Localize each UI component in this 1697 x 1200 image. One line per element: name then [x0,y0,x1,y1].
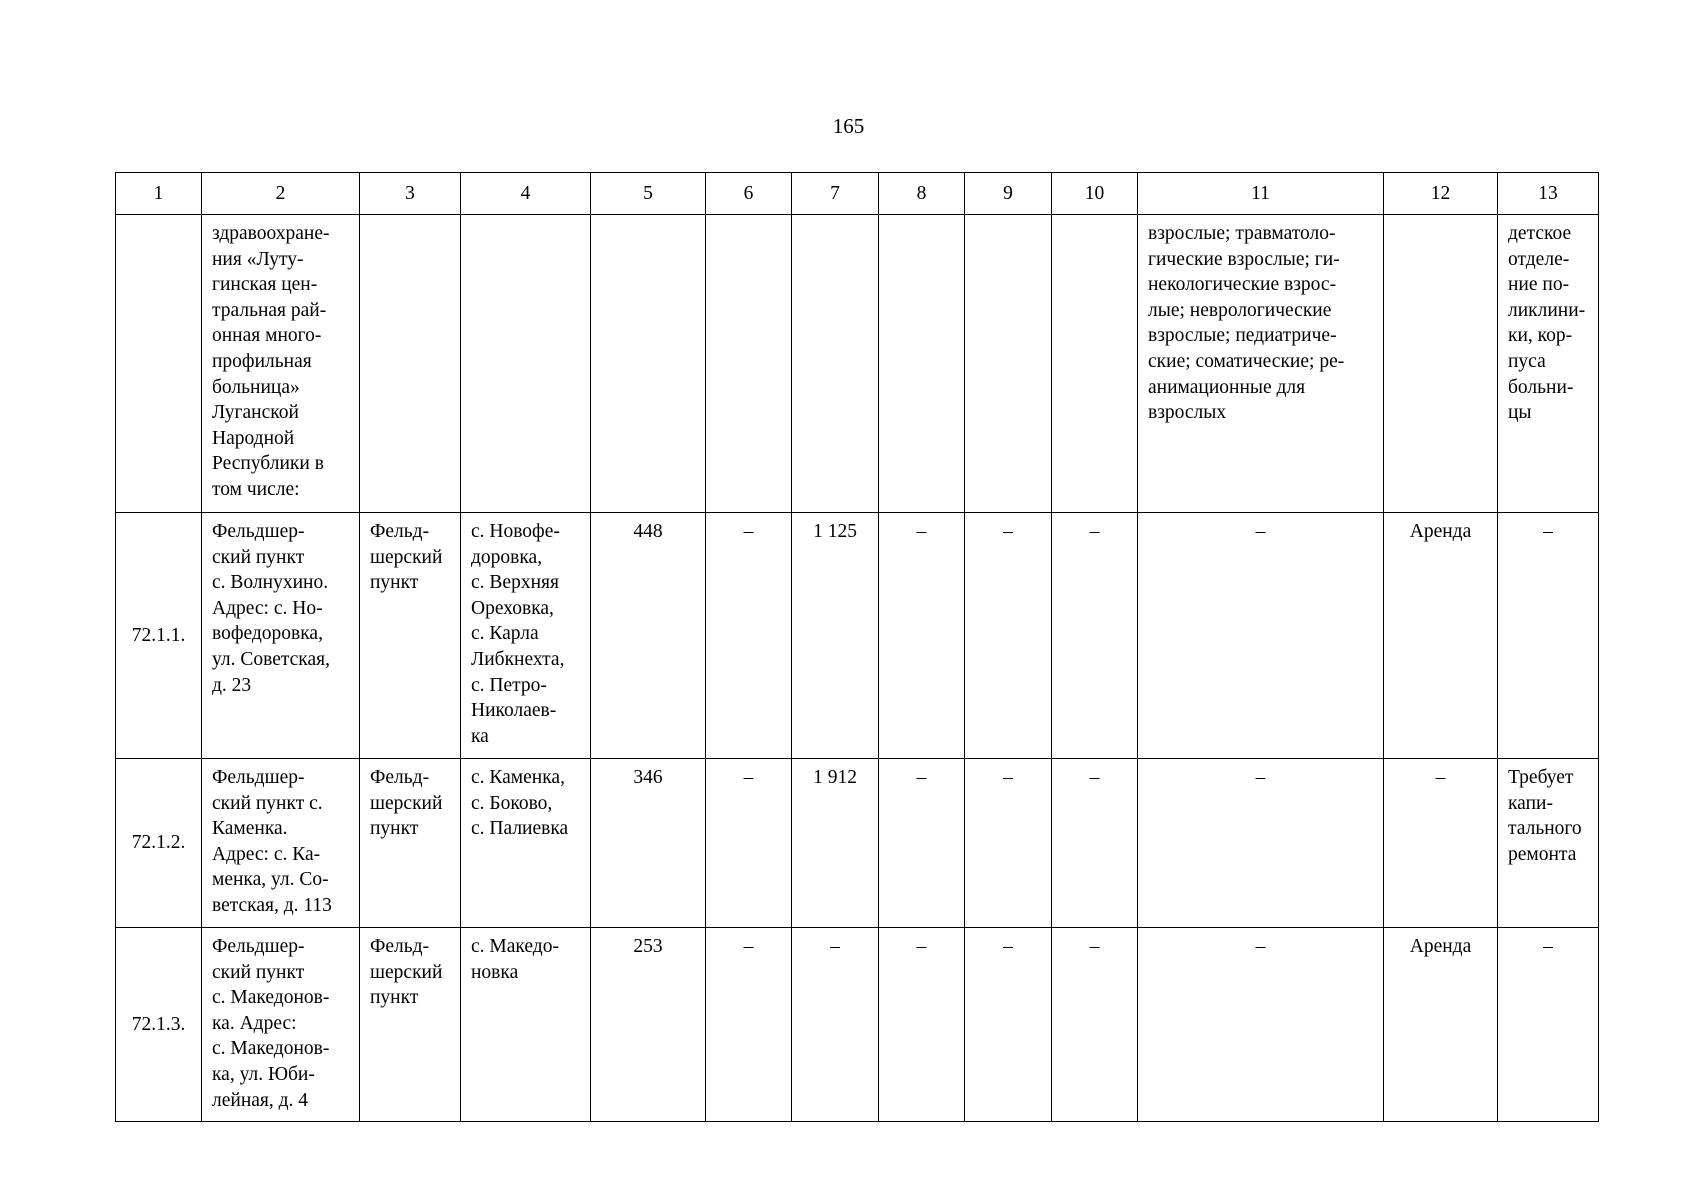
value-cell-5: 346 [591,759,706,928]
value-cell-12: Аренда [1384,928,1498,1122]
value-cell-7: – [792,928,879,1122]
facilities-table [115,172,1599,1122]
header-cell: 5 [591,173,706,215]
empty-cell [1052,215,1138,513]
settlements-cell: с. Каменка, с. Боково, с. Палиевка [461,759,591,928]
value-cell-8: – [879,513,965,759]
facility-name-cell: здравоохране- ния «Луту- гинская цен- тральная рай- онная много- профильная больница» Луганской Народной Республики в том числе: [202,215,360,513]
facility-type-cell: Фельд- шерский пункт [360,928,461,1122]
value-cell-13: – [1498,513,1599,759]
row-number: 72.1.2. [116,759,202,928]
table-row [116,928,1599,1122]
empty-cell [879,215,965,513]
value-cell-13: – [1498,928,1599,1122]
empty-cell [591,215,706,513]
facility-name-cell: Фельдшер- ский пункт с. Македонов- ка. Адрес: с. Македонов- ка, ул. Юби- лейная, д. 4 [202,928,360,1122]
settlements-cell: с. Новофе- доровка, с. Верхняя Ореховка, с. Карла Либкнехта, с. Петро- Николаев- ка [461,513,591,759]
header-cell: 9 [965,173,1052,215]
header-cell: 6 [706,173,792,215]
empty-cell [706,215,792,513]
value-cell-10: – [1052,759,1138,928]
value-cell-7: 1 125 [792,513,879,759]
value-cell-13: Требует капи- тального ремонта [1498,759,1599,928]
value-cell-5: 253 [591,928,706,1122]
value-cell-6: – [706,928,792,1122]
header-cell: 8 [879,173,965,215]
header-cell: 1 [116,173,202,215]
page-number: 165 [832,114,865,138]
row-number: 72.1.3. [116,928,202,1122]
value-cell-10: – [1052,513,1138,759]
empty-cell [360,215,461,513]
row-number: 72.1.1. [116,513,202,759]
value-cell-9: – [965,513,1052,759]
header-cell: 3 [360,173,461,215]
empty-cell [792,215,879,513]
value-cell-5: 448 [591,513,706,759]
value-cell-11: – [1138,759,1384,928]
header-cell: 2 [202,173,360,215]
value-cell-12: – [1384,759,1498,928]
settlements-cell: с. Македо- новка [461,928,591,1122]
value-cell-9: – [965,928,1052,1122]
note-cell: детское отделе- ние по- ликлини- ки, кор- пуса больни- цы [1498,215,1599,513]
header-cell: 11 [1138,173,1384,215]
header-cell: 10 [1052,173,1138,215]
facility-type-cell: Фельд- шерский пункт [360,513,461,759]
bed-profile-cell: взрослые; травматоло- гические взрослые; ги- некологические взрос- лые; неврологические взрослые; педиатриче- ские; соматические; ре- анимационные для взрослых [1138,215,1384,513]
empty-cell [116,215,202,513]
header-cell: 4 [461,173,591,215]
facility-name-cell: Фельдшер- ский пункт с. Каменка. Адрес: с. Ка- менка, ул. Со- ветская, д. 113 [202,759,360,928]
value-cell-10: – [1052,928,1138,1122]
facility-name-cell: Фельдшер- ский пункт с. Волнухино. Адрес: с. Но- вофедоровка, ул. Советская, д. 23 [202,513,360,759]
value-cell-12: Аренда [1384,513,1498,759]
value-cell-11: – [1138,513,1384,759]
value-cell-6: – [706,759,792,928]
empty-cell [461,215,591,513]
value-cell-9: – [965,759,1052,928]
header-cell: 7 [792,173,879,215]
table-row [116,759,1599,928]
value-cell-7: 1 912 [792,759,879,928]
table-row-continuation [116,215,1599,513]
table-row [116,513,1599,759]
value-cell-11: – [1138,928,1384,1122]
empty-cell [965,215,1052,513]
value-cell-6: – [706,513,792,759]
header-row [116,173,1599,215]
value-cell-8: – [879,759,965,928]
header-cell: 13 [1498,173,1599,215]
facility-type-cell: Фельд- шерский пункт [360,759,461,928]
empty-cell [1384,215,1498,513]
header-cell: 12 [1384,173,1498,215]
value-cell-8: – [879,928,965,1122]
